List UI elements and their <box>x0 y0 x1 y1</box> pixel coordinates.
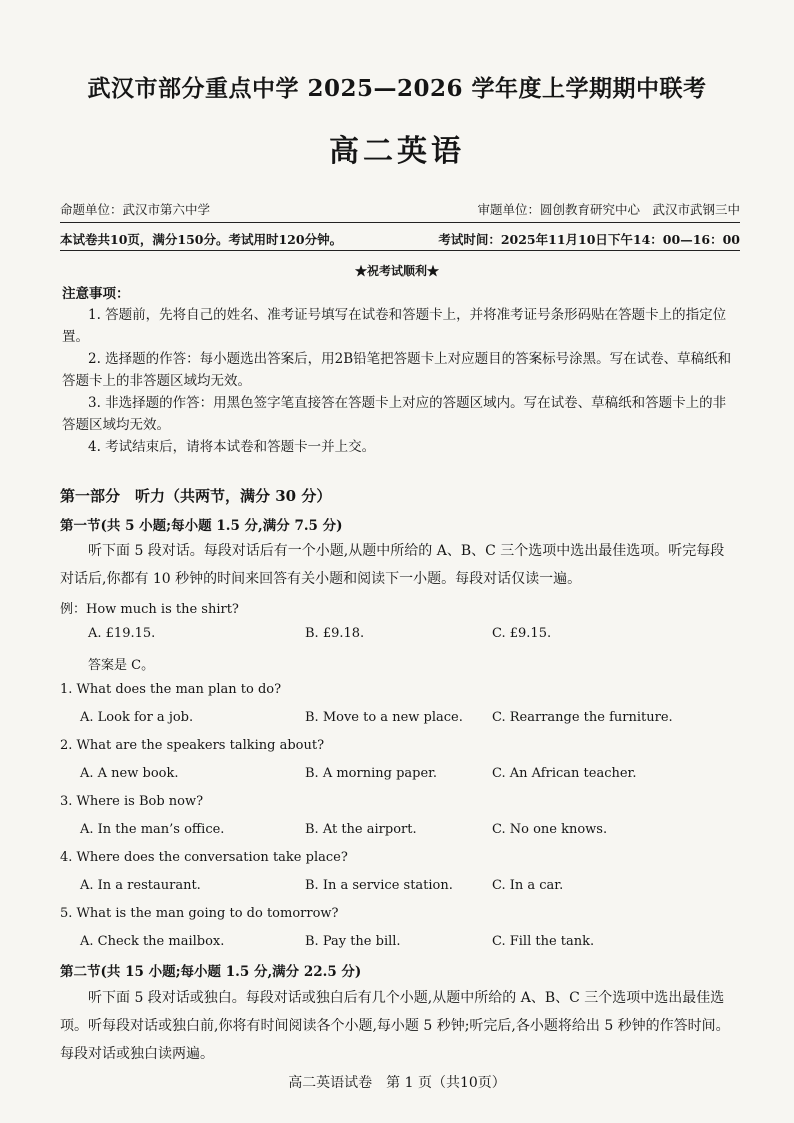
option-a: A. In the man’s office. <box>80 822 225 837</box>
question: 1. What does the man plan to do? <box>60 682 282 697</box>
question: 2. What are the speakers talking about? <box>60 738 325 753</box>
section2-heading: 第二节(共 15 小题;每小题 1.5 分,满分 22.5 分) <box>60 964 362 980</box>
option-a: A. Look for a job. <box>80 710 194 725</box>
part1-heading: 第一部分 听力（共两节，满分 30 分） <box>60 487 332 505</box>
option-c: C. In a car. <box>492 878 564 893</box>
option-a: A. A new book. <box>80 766 179 781</box>
option-b: B. Pay the bill. <box>305 934 401 949</box>
option-b: B. Move to a new place. <box>305 710 463 725</box>
page-footer: 高二英语试卷 第 1 页（共10页） <box>288 1075 506 1091</box>
note-item: 3. 非选择题的作答：用黑色签字笔直接答在答题卡上对应的答题区域内。写在试卷、草稿纸和答题卡上的非答题区域均无效。 <box>62 395 727 433</box>
proposer: 命题单位：武汉市第六中学 <box>60 202 211 217</box>
info-row <box>60 230 740 248</box>
option-c: C. Rearrange the furniture. <box>492 710 673 725</box>
option-b: B. A morning paper. <box>305 766 438 781</box>
section2-instructions: 听下面 5 段对话或独白。每段对话或独白后有几个小题,从题中所给的 A、B、C 三个选项中选出最佳选项。听每段对话或独白前,你将有时间阅读各个小题,每小题 5 秒钟;听完后,各小题将给出 5 秒钟的作答时间。每段对话或独白读两遍。 <box>60 990 730 1062</box>
divider <box>60 250 740 251</box>
notes-heading: 注意事项： <box>62 286 130 302</box>
note-item: 1. 答题前，先将自己的姓名、准考证号填写在试卷和答题卡上，并将准考证号条形码贴在答题卡上的指定位置。 <box>62 307 727 345</box>
reviewer: 审题单位：圆创教育研究中心 武汉市武钢三中 <box>477 202 740 217</box>
option-c: C. An African teacher. <box>492 766 637 781</box>
example-option-a: A. £19.15. <box>88 626 156 641</box>
exam-title: 武汉市部分重点中学 2025—2026 学年度上学期期中联考 <box>87 75 707 102</box>
exam-info: 本试卷共10页，满分150分。考试用时120分钟。 <box>60 232 343 247</box>
exam-time: 考试时间：2025年11月10日下午14：00—16：00 <box>438 232 740 247</box>
option-c: C. Fill the tank. <box>492 934 595 949</box>
example-option-b: B. £9.18. <box>305 626 365 641</box>
option-a: A. Check the mailbox. <box>80 934 225 949</box>
good-luck-banner: ★祝考试顺利★ <box>354 264 439 278</box>
question: 4. Where does the conversation take place? <box>60 850 348 865</box>
question: 3. Where is Bob now? <box>60 794 204 809</box>
note-item: 4. 考试结束后，请将本试卷和答题卡一并上交。 <box>88 439 376 455</box>
section1-instructions: 听下面 5 段对话。每段对话后有一个小题,从题中所给的 A、B、C 三个选项中选出最佳选项。听完每段对话后,你都有 10 秒钟的时间来回答有关小题和阅读下一小题。每段对话仅读一遍。 <box>60 543 725 587</box>
option-a: A. In a restaurant. <box>80 878 201 893</box>
divider <box>60 222 740 223</box>
option-c: C. No one knows. <box>492 822 608 837</box>
option-b: B. At the airport. <box>305 822 417 837</box>
example-answer: 答案是 C。 <box>88 658 155 673</box>
subject-title: 高二英语 <box>329 134 465 169</box>
example-option-c: C. £9.15. <box>492 626 552 641</box>
example-question: 例：How much is the shirt? <box>60 602 239 617</box>
option-b: B. In a service station. <box>305 878 453 893</box>
section1-heading: 第一节(共 5 小题;每小题 1.5 分,满分 7.5 分) <box>60 518 343 534</box>
note-item: 2. 选择题的作答：每小题选出答案后，用2B铅笔把答题卡上对应题目的答案标号涂黑。写在试卷、草稿纸和答题卡上的非答题区域均无效。 <box>62 351 732 389</box>
question: 5. What is the man going to do tomorrow? <box>60 906 339 921</box>
proposer-row <box>60 200 740 218</box>
